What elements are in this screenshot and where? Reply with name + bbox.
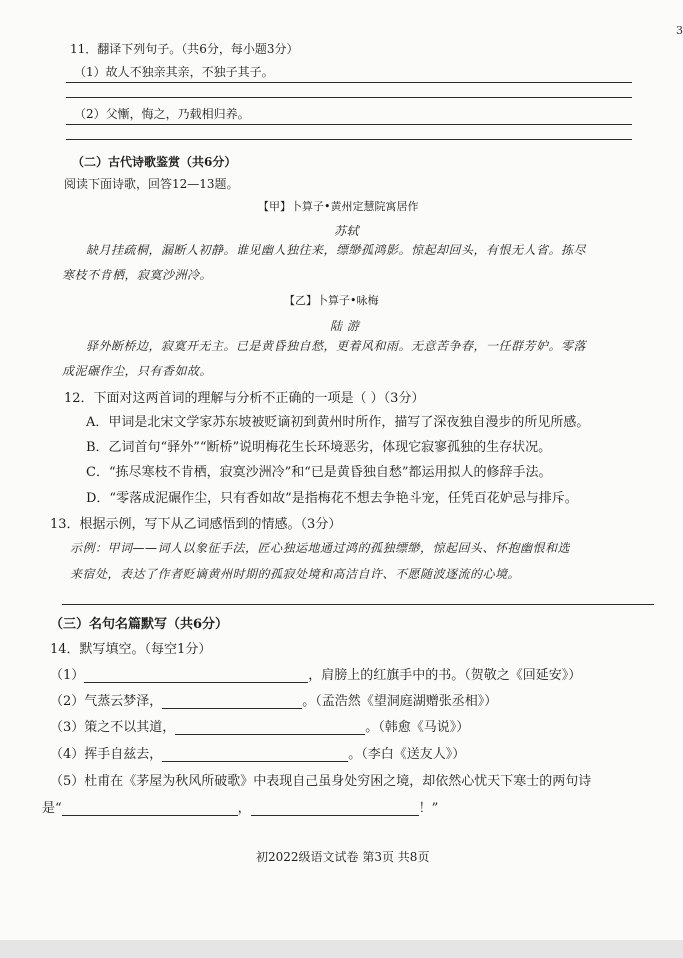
answer-line[interactable]: [66, 82, 632, 83]
page-footer: 初2022级语文试卷 第3页 共8页: [256, 850, 430, 864]
poem-1-title: 【甲】卜算子•黄州定慧院寓居作: [258, 200, 419, 213]
answer-line[interactable]: [66, 139, 632, 140]
q14-item-2-prefix: （2）气蒸云梦泽，: [50, 694, 163, 709]
fill-blank-2[interactable]: [162, 694, 302, 709]
section-2-instruction: 阅读下面诗歌，回答12—13题。: [64, 177, 239, 191]
answer-line[interactable]: [66, 97, 632, 98]
corner-mark: 3: [676, 24, 683, 37]
q14-item-2-suffix: 。（孟浩然《望洞庭湖赠张丞相》）: [302, 694, 498, 709]
poem-2-line-1: 驿外断桥边，寂寞开无主。已是黄昏独自愁，更着风和雨。无意苦争春，一任群芳妒。零落: [86, 339, 587, 353]
fill-blank-5b[interactable]: [251, 801, 419, 816]
q12-option-a[interactable]: A．甲词是北宋文学家苏东坡被贬谪初到黄州时所作，描写了深夜独自漫步的所见所感。: [86, 415, 590, 430]
q14-item-5-prefix: 是“: [42, 801, 62, 816]
q14-item-3: [50, 716, 469, 735]
poem-2-line-2: 成泥碾作尘，只有香如故。: [62, 364, 213, 378]
answer-line[interactable]: [66, 124, 632, 125]
q13-stem: 13．根据示例，写下从乙词感悟到的情感。（3分）: [50, 517, 342, 532]
poem-2-title: 【乙】卜算子•咏梅: [284, 294, 379, 307]
q12-option-c[interactable]: C．“拣尽寒枝不肯栖，寂寞沙洲冷”和“已是黄昏独自愁”都运用拟人的修辞手法。: [86, 465, 552, 480]
q14-item-5-line-2: [42, 797, 438, 816]
section-3-heading: （三）名句名篇默写（共6分）: [50, 617, 229, 632]
q14-item-4-suffix: 。（李白《送友人》）: [348, 747, 466, 762]
poem-1-line-2: 寒枝不肯栖，寂寞沙洲冷。: [62, 268, 213, 282]
q13-example-line-2: 来宿处，表达了作者贬谪黄州时期的孤寂处境和高洁自许、不愿随波逐流的心境。: [70, 567, 521, 581]
q14-item-5-comma: ，: [237, 801, 251, 816]
q14-item-3-suffix: 。（韩愈《马说》）: [365, 720, 470, 735]
bottom-bar: [0, 940, 683, 958]
q14-item-3-prefix: （3）策之不以其道，: [50, 720, 176, 735]
fill-blank-1[interactable]: [84, 668, 308, 683]
poem-1-author: 苏轼: [334, 224, 360, 238]
poem-2-author: 陆 游: [330, 319, 360, 333]
q11-title: 11．翻译下列句子。（共6分，每小题3分）: [70, 42, 299, 56]
q13-example-line-1: 示例：甲词——词人以象征手法，匠心独运地通过鸿的孤独缥缈，惊起回头、怀抱幽恨和选: [70, 541, 571, 555]
q11-sentence-1: （1）故人不独亲其亲，不独子其子。: [74, 65, 274, 79]
poem-1-line-1: 缺月挂疏桐，漏断人初静。谁见幽人独往来，缥缈孤鸿影。惊起却回头，有恨无人省。拣尽: [86, 243, 587, 257]
q12-option-d[interactable]: D．“零落成泥碾作尘，只有香如故”是指梅花不想去争艳斗宠，任凭百花妒忌与排斥。: [86, 491, 578, 506]
fill-blank-3[interactable]: [175, 720, 365, 735]
q11-sentence-2: （2）父慚，悔之，乃载相归养。: [74, 107, 250, 121]
q12-stem: 12．下面对这两首词的理解与分析不正确的一项是（ ）（3分）: [64, 391, 425, 406]
q12-option-b[interactable]: B．乙词首句“驿外”“断桥”说明梅花生长环境恶劣，体现它寂寥孤独的生存状况。: [86, 440, 552, 455]
q14-item-1: [50, 664, 581, 683]
q14-item-4: [50, 743, 465, 762]
q14-stem: 14．默写填空。（每空1分）: [50, 642, 212, 657]
q14-item-2: [50, 690, 497, 709]
q14-item-1-prefix: （1）: [50, 668, 85, 683]
fill-blank-5a[interactable]: [62, 801, 238, 816]
q14-item-4-prefix: （4）挥手自兹去，: [50, 747, 163, 762]
fill-blank-4[interactable]: [162, 747, 348, 762]
section-2-heading: （二）古代诗歌鉴赏（共6分）: [72, 155, 237, 169]
q14-item-5-suffix: ！”: [418, 801, 439, 816]
q14-item-5-line-1: （5）杜甫在《茅屋为秋风所破歌》中表现自己虽身处穷困之境，却依然心忧天下寒士的两句诗: [50, 774, 592, 789]
answer-line[interactable]: [62, 604, 654, 605]
q14-item-1-suffix: ，肩膀上的红旗手中的书。（贺敬之《回延安》）: [308, 668, 582, 683]
